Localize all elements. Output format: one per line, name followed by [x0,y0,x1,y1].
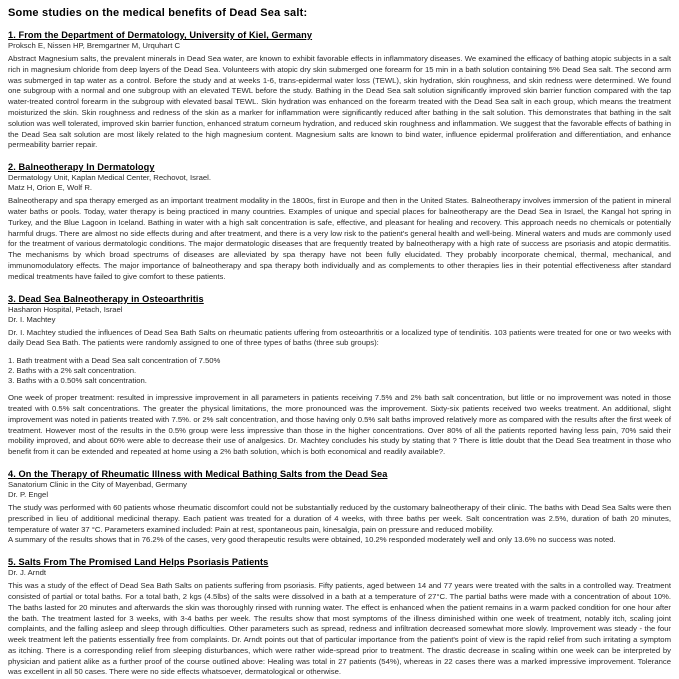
section-4-study-paragraph: The study was performed with 60 patients whose rheumatic discomfort could not be substantially reduced by the customary balneotherapy of their clinic. The baths with Dead Sea Salts were then prescribed in lieu of additional medicinal therapy. Each patient was treated for a duration of 4 weeks, with three baths per week. Salt concentration was 2.5%, duration of bath 20 minutes, temperature of water 37 °C. Parameters examined included: Pain at rest, spontaneous pain, kinesalgia, pain on pressure and reduced mobility. [8,502,671,534]
section-2-heading: 2. Balneotherapy In Dermatology [8,162,155,173]
section-4-heading: 4. On the Therapy of Rheumatic Illness with Medical Bathing Salts from the Dead Sea [8,468,388,479]
section-2-balneotherapy-dermatology [8,162,671,282]
section-5-heading: 5. Salts From The Promised Land Helps Psoriasis Patients [8,557,269,568]
document [8,7,671,678]
list-item: 3. Baths with a 0.50% salt concentration. [8,376,147,386]
section-1-heading: 1. From the Department of Dermatology, University of Kiel, Germany [8,30,313,40]
list-item: 1. Bath treatment with a Dead Sea salt concentration of 7.50% [8,356,221,366]
section-3-author-line: Dr. I. Machtey [8,314,56,324]
section-3-heading: 3. Dead Sea Balneotherapy in Osteoarthritis [8,293,204,304]
section-4-affiliation-line: Sanatorium Clinic in the City of Mayenbad, Germany [8,479,188,489]
section-2-paragraph: Balneotherapy and spa therapy emerged as an important treatment modality in the 1800s, first in Europe and then in the United States. Balneotherapy involves immersion of the patient in mineral water baths or pools. Today, water therapy is being practiced in many countries. Examples of unique and special places for balneotherapy are the Dead Sea in Israel, the Kangal hot spring in Turkey, and the Blue Lagoon in Iceland. Bathing in water with a high salt concentration is safe, effective, and pleasant for healing and recovery. This approach needs no chemicals or potentially harmful drugs. There are almost no side effects during and after treatment, and there is a very low risk to the patient's general health and well-being. Mineral waters and muds are commonly used for the treatment of various dermatologic conditions. The major dermatologic diseases that are frequently treated by balneotherapy with a high rate of success are psoriasis and atopic dermatitis. The mechanisms by which broad spectrums of diseases are alleviated by spa therapy have not been fully elucidated. They probably incorporate chemical, thermal, mechanical, and immunomodulatory effects. The major importance of balneotherapy and spa therapy both individually and as complements to other therapies lies in their potential effectiveness after standard medical treatments have failed to give comfort to these patients. [8,196,671,281]
section-2-affiliation-line: Dermatology Unit, Kaplan Medical Center, Rechovot, Israel. [8,173,211,183]
section-5-psoriasis [8,557,671,678]
section-3-results-paragraph: One week of proper treatment: resulted in impressive improvement in all parameters in patients receiving 7.5% and 2% bath salt concentration, but little or no improvement was noted in those treated with 0.5% salt concentrations. The greater the physical limitations, the more pronounced was the improvement. Sixty-six patients received two weeks treatment. An additional, slight improvement was noted in patients treated with 7.5%. or 2% salt concentration, and those having only 0.5% salt baths improved relatively more as compared with the results after the first week of treatment. However most of the results in the 0.5% group were less impressive than those in the higher concentrations. Over 80% of all the patients reported having less pain, 70% said their mobility improved, and about 60% were able to decrease their use of analgesics. Dr. Machtey concludes his study by stating that ? There is little doubt that the Dead Sea treatment in those who benefit from it can be extended and repeated at home using a 2% bath solution, which is both economical and readily available?. [8,393,671,457]
bath-groups-list [8,356,671,386]
section-4-rheumatic-illness [8,469,671,546]
section-5-paragraph: This was a study of the effect of Dead Sea Bath Salts on patients suffering from psoriasis. Fifty patients, aged between 14 and 77 years were treated with the salts in a controlled way. Treatment consisted of partial or total baths. For a total bath, 2 kgs (4.5lbs) of the salts were dissolved in a bath at a temperature of 27°C. The partial baths were made with a concentration of about 10%. The baths lasted for 20 minutes and afterwards the skin was thoroughly rinsed with running water. The effect is enhanced when the patient remains in a warm packed condition for one hour after the bath. The treatment lasted for 3 weeks, with 3-4 baths per week. The results show that most symptoms of the illness diminished within one week of treatment, notably itch, scaling joint complaints, and the falling asleep and sleep through difficulties. Other parameters such as spread, redness and infiltration decreased somewhat more slowly. Improvement was steady - the four week treatment left the patients essentially free from complaints. Dr. Arndt points out that of particular importance from the patient's point of view is the rapid relief from such irritating a symptom as itching. There is a corresponding relief from sleeping disturbances, which were rather wide-spread prior to treatment. The drastic decrease in scaling within one week can be interpreted by physician and patient alike as a further proof of the course outlined above: Healing was total in 27 patients (54%), whereas in 22 cases there was a marked impressive improvement. Tolerance was excellent in all 50 cases. There were no side effects whatsoever, dermatological or otherwise. [8,581,671,677]
section-3-intro-paragraph: Dr. I. Machtey studied the influences of Dead Sea Bath Salts on rheumatic patients uffering from osteoarthritis or a localized type of tendinitis. 103 patients were treated for one or two weeks with daily Dead Sea Bath. The patients were randomly assigned to one of three types of baths (three sub groups): [8,327,671,348]
section-1-kiel-dermatology [8,30,671,151]
list-item: 2. Baths with a 2% salt concentration. [8,366,137,376]
page-title: Some studies on the medical benefits of Dead Sea salt: [8,7,308,19]
section-2-authors-line: Matz H, Orion E, Wolf R. [8,183,93,193]
section-4-summary-paragraph: A summary of the results shows that in 76.2% of the cases, very good therapeutic results were obtained, 10.2% responded moderately well and only 13.6% no success was noted. [8,535,616,545]
section-4-author-line: Dr. P. Engel [8,489,49,499]
section-1-abstract-paragraph: Abstract Magnesium salts, the prevalent minerals in Dead Sea water, are known to exhibit favorable effects in inflammatory diseases. We examined the efficacy of bathing atopic subjects in a salt rich in magnesium chloride from deep layers of the Dead Sea. Volunteers with atopic dry skin submerged one forearm for 15 min in a bath solution containing 5% Dead Sea salt. The second arm was submerged in tap water as a control. Before the study and at weeks 1-6, trans-epidermal water loss (TEWL), skin hydration, skin roughness, and skin redness were determined. We found one subgroup with a normal and one subgroup with an elevated TEWL before the study. Bathing in the Dead Sea salt solution significantly improved skin barrier function compared with the tap water-treated control forearm in the subgroup with elevated basal TEWL. Skin hydration was enhanced on the forearm treated with the Dead Sea salt in each group, which means the treatment moisturized the skin. Skin roughness and redness of the skin as a marker for inflammation were significantly reduced after bathing in the salt solution. This demonstrates that bathing in the salt solution was well tolerated, improved skin barrier function, enhanced stratum corneum hydration, and reduced skin roughness and inflammation. We suggest that the favorable effects of bathing in the Dead Sea salt solution are most likely related to the high magnesium content. Magnesium salts are known to bind water, influence epidermal proliferation and differentiation, and enhance permeability barrier repair. [8,54,671,150]
section-5-author-line: Dr. J. Arndt [8,568,47,578]
section-3-osteoarthritis [8,294,671,458]
section-3-affiliation-line: Hasharon Hospital, Petach, Israel [8,304,123,314]
section-1-authors-line: Proksch E, Nissen HP, Bremgartner M, Urquhart C [8,41,181,50]
